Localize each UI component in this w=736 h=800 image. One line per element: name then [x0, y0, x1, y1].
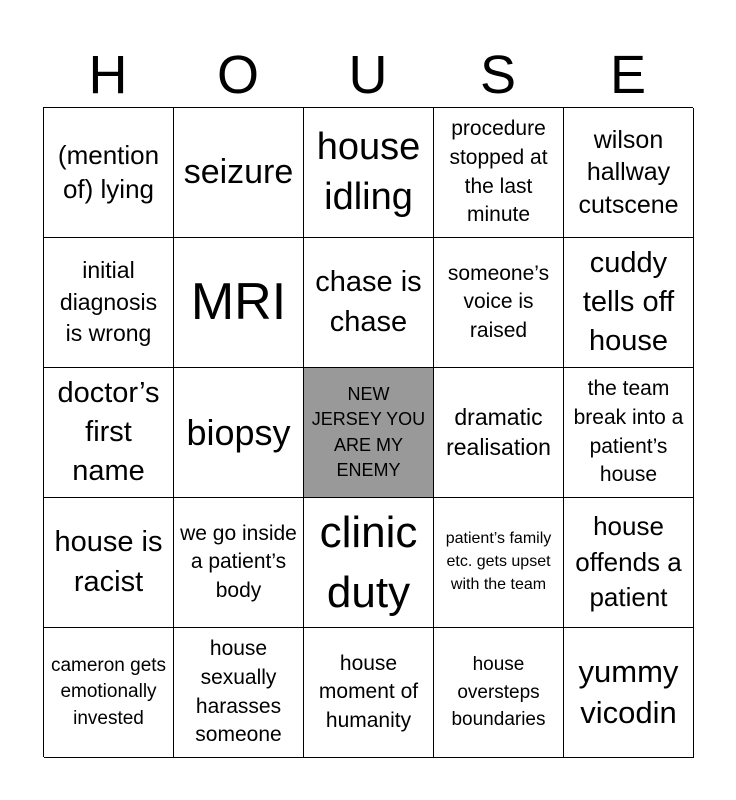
bingo-cell[interactable]: MRI	[174, 238, 304, 368]
bingo-cell[interactable]: seizure	[174, 108, 304, 238]
title-letter-o: O	[216, 45, 259, 105]
bingo-cell[interactable]: the team break into a patient’s house	[564, 368, 694, 498]
bingo-cell[interactable]: dramatic realisation	[434, 368, 564, 498]
bingo-cell[interactable]: wilson hallway cutscene	[564, 108, 694, 238]
bingo-cell[interactable]: yummy vicodin	[564, 628, 694, 758]
bingo-cell[interactable]: doctor’s first name	[44, 368, 174, 498]
title-letter-s: S	[479, 45, 517, 105]
bingo-cell[interactable]: house sexually harasses someone	[174, 628, 304, 758]
bingo-cell[interactable]: house moment of humanity	[304, 628, 434, 758]
bingo-cell[interactable]: biopsy	[174, 368, 304, 498]
title-letter-e: E	[609, 45, 647, 105]
bingo-cell[interactable]: house offends a patient	[564, 498, 694, 628]
bingo-cell[interactable]: clinic duty	[304, 498, 434, 628]
bingo-cell[interactable]: initial diagnosis is wrong	[44, 238, 174, 368]
bingo-board	[43, 107, 693, 757]
bingo-cell[interactable]: someone’s voice is raised	[434, 238, 564, 368]
bingo-cell[interactable]: (mention of) lying	[44, 108, 174, 238]
bingo-cell[interactable]: procedure stopped at the last minute	[434, 108, 564, 238]
bingo-cell[interactable]: house idling	[304, 108, 434, 238]
bingo-cell[interactable]: chase is chase	[304, 238, 434, 368]
bingo-cell[interactable]: house is racist	[44, 498, 174, 628]
title-letter-u: U	[348, 45, 388, 105]
bingo-cell[interactable]: we go inside a patient’s body	[174, 498, 304, 628]
bingo-cell[interactable]: patient’s family etc. gets upset with the team	[434, 498, 564, 628]
title-letter-h: H	[88, 45, 128, 105]
bingo-cell[interactable]: house oversteps boundaries	[434, 628, 564, 758]
free-space-cell[interactable]: NEW JERSEY YOU ARE MY ENEMY	[304, 368, 434, 498]
bingo-cell[interactable]: cameron gets emotionally invested	[44, 628, 174, 758]
bingo-title	[43, 44, 693, 106]
bingo-cell[interactable]: cuddy tells off house	[564, 238, 694, 368]
